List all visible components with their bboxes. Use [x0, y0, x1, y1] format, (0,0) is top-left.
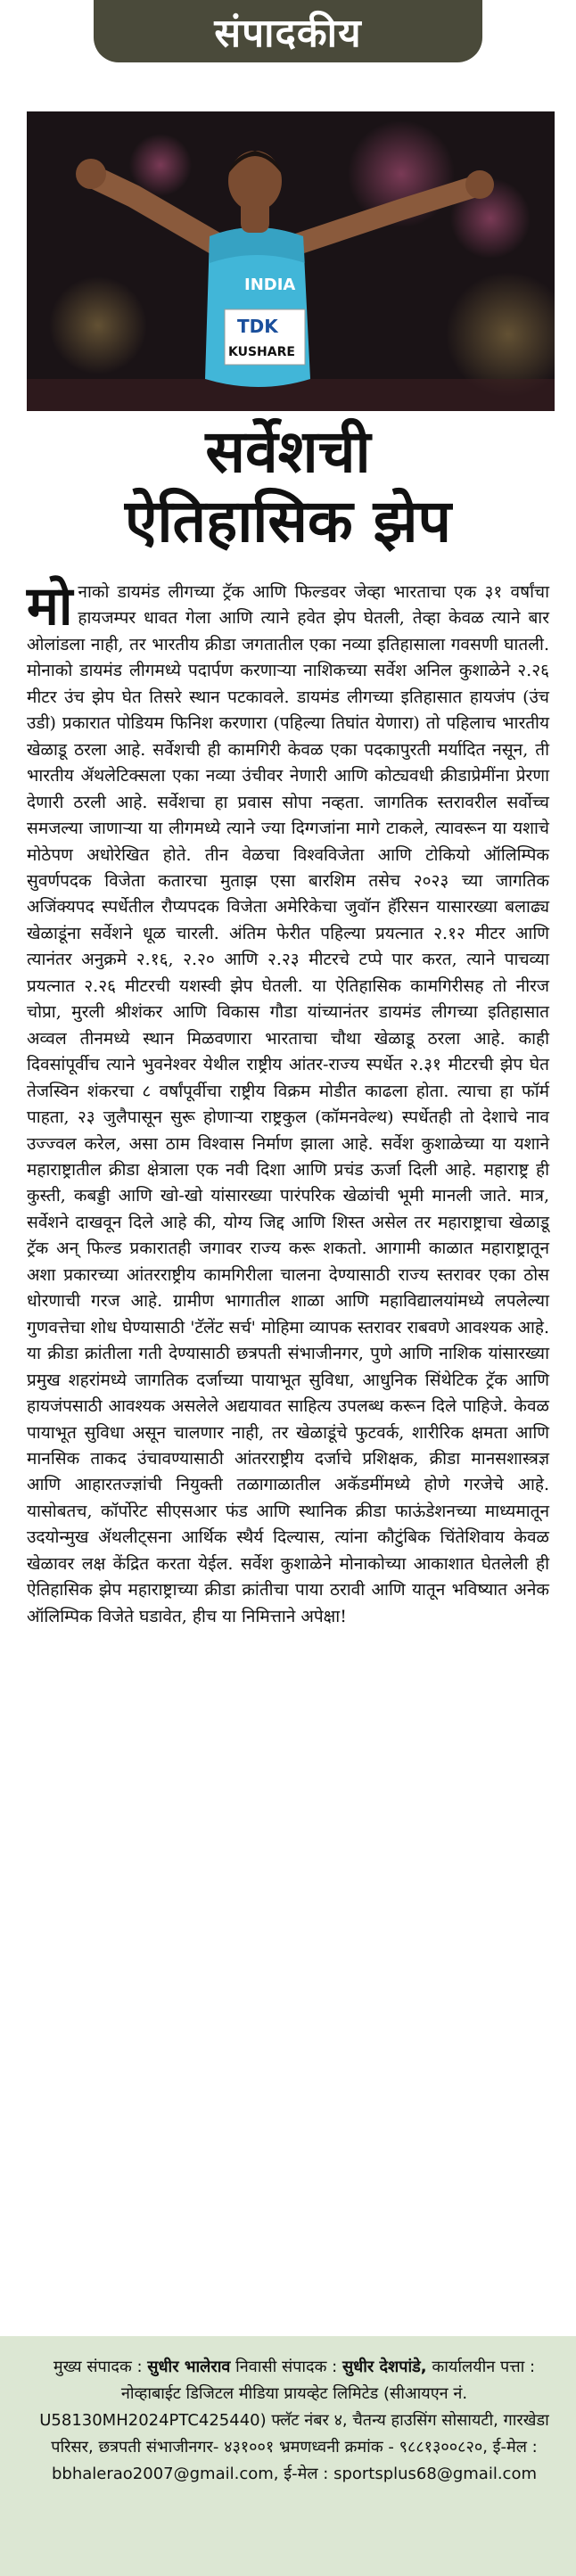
article-headline [0, 417, 576, 556]
jersey-text: INDIA [244, 276, 296, 294]
chief-editor-name: सुधीर भालेराव [147, 2358, 231, 2376]
headline-line-1: सर्वेशची [205, 417, 371, 486]
bib-sponsor: TDK [237, 316, 278, 337]
resident-editor-name: सुधीर देशपांडे, [341, 2358, 427, 2376]
email-label: ई-मेल : [492, 2438, 538, 2457]
email2-label: ई-मेल : [284, 2465, 329, 2483]
email-secondary[interactable]: sportsplus68@gmail.com [333, 2465, 537, 2483]
section-title: संपादकीय [214, 11, 362, 56]
imprint-text [39, 2354, 549, 2488]
bib-name: KUSHARE [228, 345, 295, 359]
article-body [27, 575, 549, 1630]
section-header [94, 0, 482, 62]
email-primary[interactable]: bbhalerao2007@gmail.com, [52, 2465, 279, 2483]
chief-editor-label: मुख्य संपादक : [53, 2358, 143, 2376]
article-text: नाको डायमंड लीगच्या ट्रॅक आणि फिल्डवर जेव्हा भारताचा एक ३१ वर्षांचा हायजम्पर धावत गेला आणि त्याने हवेत झेप घेतली, तेव्हा केवळ त्याने बार ओलांडला नाही, तर भारतीय क्रीडा जगतातील एका नव्या इतिहासाला गवसणी घातली. मोनाको डायमंड लीगमध्ये पदार्पण करणाऱ्या नाशिकच्या सर्वेश अनिल कुशाळेने २.२६ मीटर उंच झेप घेत तिसरे स्थान पटकावले. डायमंड लीगच्या इतिहासात हायजंप (उंच उडी) प्रकारात पोडियम फिनिश करणारा (पहिल्या तिघांत येणारा) तो पहिलाच भारतीय खेळाडू ठरला आहे. सर्वेशची ही कामगिरी केवळ एका पदकापुरती मर्यादित नसून, ती भारतीय ॲथलेटिक्सला एका नव्या उंचीवर नेणारी आणि कोट्यवधी क्रीडाप्रेमींना प्रेरणा देणारी ठरली आहे. सर्वेशचा हा प्रवास सोपा नव्हता. जागतिक स्तरावरील सर्वोच्च समजल्या जाणाऱ्या या लीगमध्ये त्याने ज्या दिग्गजांना मागे टाकले, त्यावरून या यशाचे मोठेपण अधोरेखित होते. तीन वेळचा विश्वविजेता आणि टोकियो ऑलिम्पिक सुवर्णपदक विजेता कतारचा मुताझ एसा बारशिम तसेच २०२३ च्या जागतिक अजिंक्यपद स्पर्धेतील रौप्यपदक विजेता अमेरिकेचा जुवॉन हॅरिसन यासारख्या बलाढ्य खेळाडूंना सर्वेशने धूळ चारली. अंतिम फेरीत पहिल्या प्रयत्नात २.१२ मीटर आणि त्यानंतर अनुक्रमे २.१६, २.२० आणि २.२३ मीटरचे टप्पे पार करत, त्याने पाचव्या प्रयत्नात २.२६ मीटरची यशस्वी झेप घेतली. या ऐतिहासिक कामगिरीसह तो नीरज चोप्रा, मुरली श्रीशंकर आणि विकास गौडा यांच्यानंतर डायमंड लीगच्या इतिहासात अव्वल तीनमध्ये स्थान मिळवणारा भारताचा चौथा खेळाडू ठरला आहे. काही दिवसांपूर्वीच त्याने भुवनेश्वर येथील राष्ट्रीय आंतर-राज्य स्पर्धेत २.३१ मीटरची झेप घेत तेजस्विन शंकरचा ८ वर्षांपूर्वीचा राष्ट्रीय विक्रम मोडीत काढला होता. त्याचा हा फॉर्म पाहता, २३ जुलैपासून सुरू होणाऱ्या राष्ट्रकुल (कॉमनवेल्थ) स्पर्धेतही तो देशाचे नाव उज्ज्वल करेल, असा ठाम विश्वास निर्माण झाला आहे. सर्वेश कुशाळेच्या या यशाने महाराष्ट्रातील क्रीडा क्षेत्राला एक नवी दिशा आणि प्रचंड ऊर्जा दिली आहे. महाराष्ट्र ही कुस्ती, कबड्डी आणि खो-खो यांसारख्या पारंपरिक खेळांची भूमी मानली जाते. मात्र, सर्वेशने दाखवून दिले आहे की, योग्य जिद्द आणि शिस्त असेल तर महाराष्ट्राचा खेळाडू ट्रॅक अन् फिल्ड प्रकारातही जगावर राज्य करू शकतो. आगामी काळात महाराष्ट्रातून अशा प्रकारच्या आंतरराष्ट्रीय कामगिरीला चालना देण्यासाठी राज्य स्तरावर एका ठोस धोरणाची गरज आहे. ग्रामीण भागातील शाळा आणि महाविद्यालयांमध्ये लपलेल्या गुणवत्तेचा शोध घेण्यासाठी 'टॅलेंट सर्च' मोहिमा व्यापक स्तरावर राबवणे आवश्यक आहे. या क्रीडा क्रांतीला गती देण्यासाठी छत्रपती संभाजीनगर, पुणे आणि नाशिक यांसारख्या प्रमुख शहरांमध्ये जागतिक दर्जाच्या पायाभूत सुविधा, आधुनिक सिंथेटिक ट्रॅक आणि हायजंपसाठी आवश्यक असलेले अद्ययावत साहित्य उपलब्ध करून दिले पाहिजे. केवळ पायाभूत सुविधा असून चालणार नाही, तर खेळाडूंचे फुटवर्क, शारीरिक क्षमता आणि मानसिक ताकद उंचावण्यासाठी आंतरराष्ट्रीय दर्जाचे प्रशिक्षक, क्रीडा मानसशास्त्रज्ञ आणि आहारतज्ज्ञांची नियुक्ती तळागाळातील अकॅडमींमध्ये होणे गरजेचे आहे. यासोबतच, कॉर्पोरेट सीएसआर फंड आणि स्थानिक क्रीडा फाऊंडेशनच्या माध्यमातून उदयोन्मुख ॲथलीट्सना आर्थिक स्थैर्य दिल्यास, त्यांना कौटुंबिक चिंतेशिवाय केवळ खेळावर लक्ष केंद्रित करता येईल. सर्वेश कुशाळेने मोनाकोच्या आकाशात घेतलेली ही ऐतिहासिक झेप महाराष्ट्राच्या क्रीडा क्रांतीचा पाया ठरावी आणि यातून भविष्यात अनेक ऑलिम्पिक विजेते घडावेत, हीच या निमित्ताने अपेक्षा! [27, 582, 549, 1626]
phone-number: ९८८१३००८२०, [399, 2438, 488, 2457]
headline-line-2: ऐतिहासिक झेप [124, 487, 452, 556]
office-address: कार्यालयीन पत्ता : नोव्हाबाईट डिजिटल मीडिया प्रायव्हेट लिमिटेड (सीआयएन नं. U58130MH2024PTC425440) फ्लॅट नंबर ४, चैतन्य हाउसिंग सोसायटी, गारखेडा परिसर, छत्रपती संभाजीनगर- ४३१००१ [39, 2358, 549, 2457]
athlete-illustration [27, 111, 555, 411]
footer-imprint [0, 2336, 576, 2576]
resident-editor-label: निवासी संपादक : [235, 2358, 338, 2376]
athlete-photo [27, 111, 555, 411]
drop-cap: मो [27, 575, 73, 638]
phone-label: भ्रमणध्वनी क्रमांक - [278, 2438, 394, 2457]
